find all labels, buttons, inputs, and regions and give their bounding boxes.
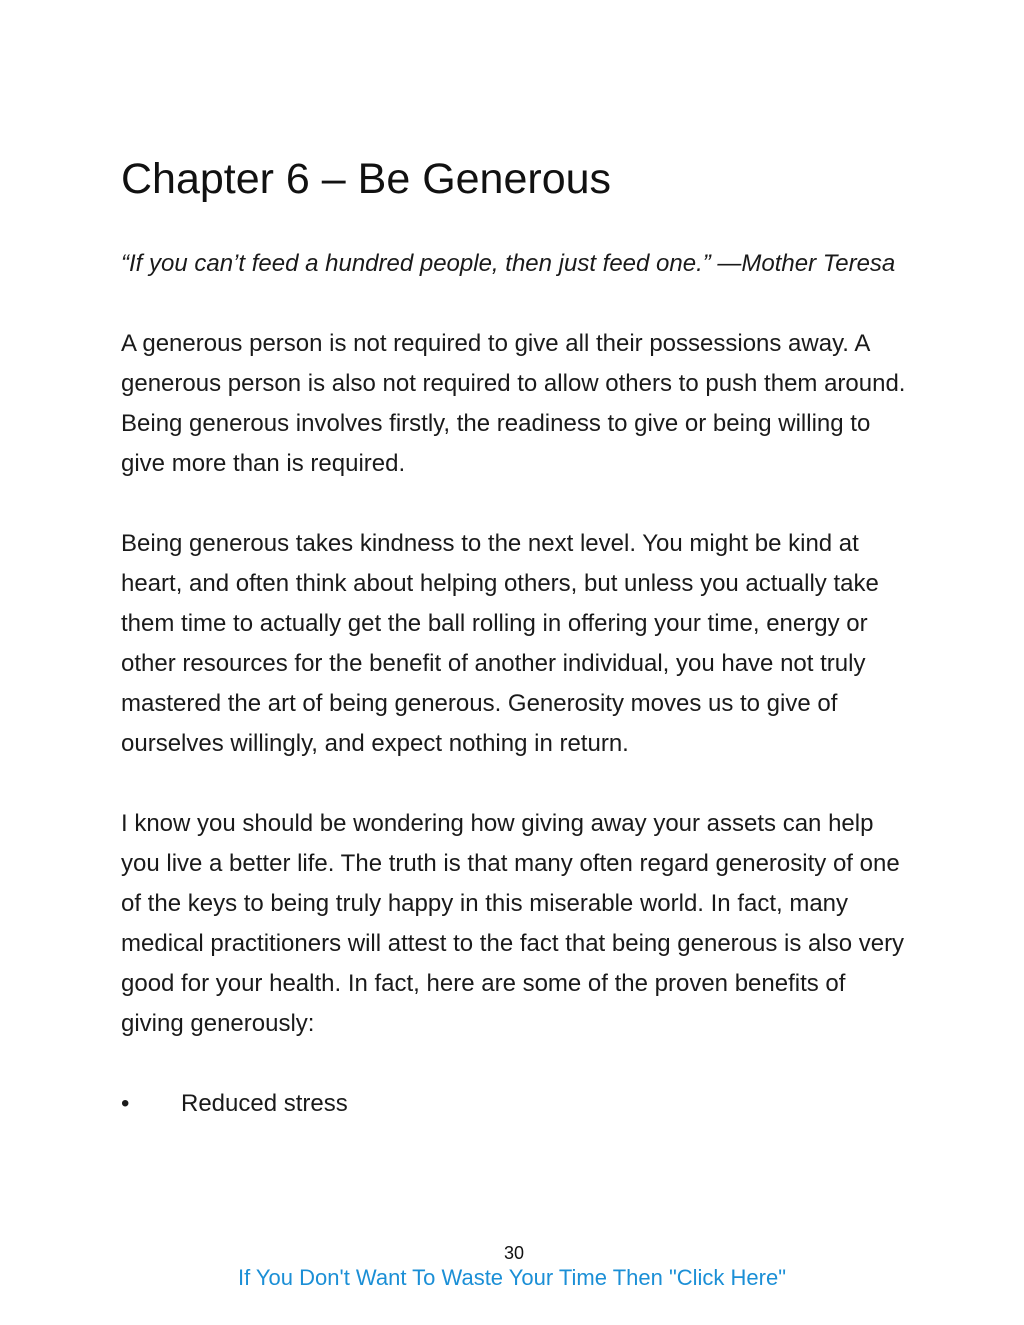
page-content (121, 150, 911, 1124)
body-paragraph-1: A generous person is not required to give all their possessions away. A generous person is also not required to allow others to push them around. Being generous involves firstly, the readiness to give or being willing to give more than is required. (121, 330, 906, 477)
body-paragraph-3: I know you should be wondering how giving away your assets can help you live a better life. The truth is that many often regard generosity of one of the keys to being truly happy in this miserable world. In fact, many medical practitioners will attest to the fact that being generous is also very good for your health. In fact, here are some of the proven benefits of giving generously: (121, 810, 905, 1037)
bullet-icon: • (121, 1090, 130, 1117)
list-item-text: Reduced stress (181, 1090, 348, 1117)
list-item (121, 1084, 911, 1124)
epigraph-quote: “If you can’t feed a hundred people, then just feed one.” —Mother Teresa (121, 250, 896, 277)
page-number: 30 (503, 1243, 525, 1263)
benefits-list (121, 1084, 911, 1124)
click-here-link[interactable]: If You Don't Want To Waste Your Time Then "Click Here" (237, 1265, 787, 1290)
chapter-title: Chapter 6 – Be Generous (121, 155, 612, 203)
body-paragraph-2: Being generous takes kindness to the next level. You might be kind at heart, and often think about helping others, but unless you actually take them time to actually get the ball rolling in offering your time, energy or other resources for the benefit of another individual, you have not truly mastered the art of being generous. Generosity moves us to give of ourselves willingly, and expect nothing in return. (121, 530, 879, 757)
